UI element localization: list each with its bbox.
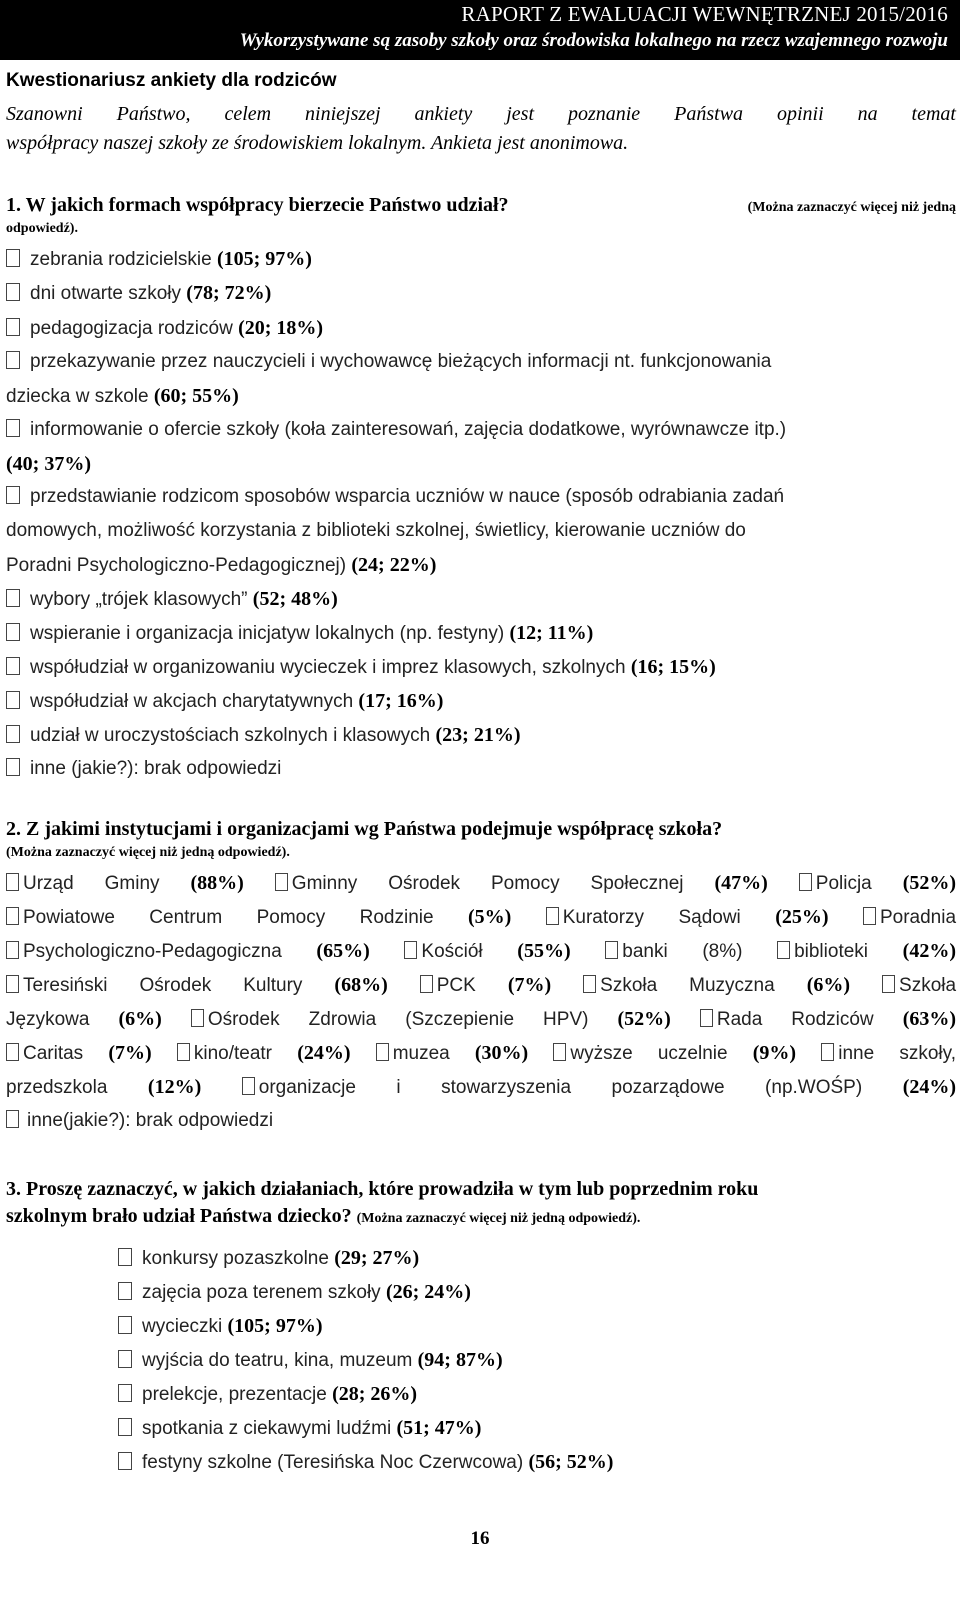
option-stat: (94; 87%) <box>417 1349 503 1371</box>
option-label: Teresiński Ośrodek Kultury <box>23 975 303 996</box>
checkbox-icon[interactable] <box>777 941 790 959</box>
option-stat: (25%) <box>775 906 829 928</box>
checkbox-icon[interactable] <box>821 1043 834 1061</box>
option-label: Ośrodek Zdrowia (Szczepienie HPV) <box>207 1009 589 1030</box>
question-3 <box>6 1176 956 1232</box>
option-stat: (63%) <box>902 1008 957 1030</box>
option-stat: (9%) <box>752 1042 797 1064</box>
checkbox-icon[interactable] <box>6 318 20 336</box>
option-label: inne(jakie?): brak odpowiedzi <box>27 1110 274 1131</box>
option-stat: (88%) <box>190 872 244 894</box>
checkbox-icon[interactable] <box>583 975 596 993</box>
option-stat: (7%) <box>507 974 552 996</box>
q2-option[interactable] <box>553 1043 796 1064</box>
q2-option[interactable] <box>882 975 956 996</box>
option-label: Urząd Gminy <box>23 873 160 894</box>
checkbox-icon[interactable] <box>118 1418 132 1436</box>
q2-option[interactable] <box>799 873 956 894</box>
q2-option[interactable] <box>6 873 244 894</box>
checkbox-icon[interactable] <box>177 1043 190 1061</box>
q2-option[interactable] <box>6 1043 152 1064</box>
q1-option[interactable] <box>6 684 956 719</box>
question-3-text-cont: szkolnym brało udział Państwa dziecko? <box>6 1205 352 1227</box>
checkbox-icon[interactable] <box>863 907 876 925</box>
option-stat: (26; 24%) <box>385 1281 471 1303</box>
q2-option[interactable] <box>863 907 956 928</box>
q3-option[interactable] <box>118 1343 918 1378</box>
option-label-cont: dziecka w szkole <box>6 386 149 407</box>
q3-option[interactable] <box>118 1377 918 1412</box>
option-stat: (29; 27%) <box>334 1247 420 1269</box>
option-label: Kuratorzy Sądowi <box>562 907 741 928</box>
checkbox-icon[interactable] <box>118 1282 132 1300</box>
checkbox-icon[interactable] <box>118 1384 132 1402</box>
checkbox-icon[interactable] <box>118 1248 132 1266</box>
option-stat: (6%) <box>118 1008 162 1030</box>
checkbox-icon[interactable] <box>553 1043 566 1061</box>
q1-option[interactable] <box>6 616 956 651</box>
q1-option[interactable] <box>6 345 956 414</box>
survey-intro <box>6 100 956 158</box>
checkbox-icon[interactable] <box>6 283 20 301</box>
q2-line <box>6 934 956 968</box>
option-label: dni otwarte szkoły <box>30 283 182 304</box>
q1-option[interactable] <box>6 582 956 617</box>
question-3-note: (Można zaznaczyć więcej niż jedną odpowiedź). <box>356 1211 641 1226</box>
option-stat: (6%) <box>806 974 851 996</box>
checkbox-icon[interactable] <box>6 657 20 675</box>
question-2-text: 2. Z jakimi instytucjami i organizacjami wg Państwa podejmuje współpracę szkoła? <box>6 818 723 840</box>
option-stat: (17; 16%) <box>358 690 444 712</box>
option-stat: (24; 22%) <box>351 554 437 576</box>
checkbox-icon[interactable] <box>6 351 20 369</box>
option-label: Gminny Ośrodek Pomocy Społecznej <box>291 873 684 894</box>
checkbox-icon[interactable] <box>118 1316 132 1334</box>
option-stat: (8%) <box>702 941 743 962</box>
checkbox-icon[interactable] <box>6 1043 19 1061</box>
q2-option[interactable] <box>6 975 388 996</box>
option-label: Psychologiczno-Pedagogiczna <box>23 941 282 962</box>
question-2-note: (Można zaznaczyć więcej niż jedną odpowiedź). <box>6 845 290 860</box>
checkbox-icon[interactable] <box>546 907 559 925</box>
option-label: informowanie o ofercie szkoły (koła zainteresowań, zajęcia dodatkowe, wyrównawcze itp.) <box>30 419 787 440</box>
report-title: RAPORT Z EWALUACJI WEWNĘTRZNEJ 2015/2016 <box>461 2 948 26</box>
checkbox-icon[interactable] <box>6 589 20 607</box>
option-label: wyjścia do teatru, kina, muzeum <box>142 1350 413 1371</box>
option-label: pedagogizacja rodziców <box>30 318 233 339</box>
intro-line: Szanowni Państwo, celem niniejszej ankiety jest poznanie Państwa opinii na temat <box>6 103 956 125</box>
checkbox-icon[interactable] <box>6 758 20 776</box>
checkbox-icon[interactable] <box>882 975 895 993</box>
page-number: 16 <box>470 1528 490 1549</box>
option-label: Szkoła <box>899 975 957 996</box>
question-1-note-cont: odpowiedź). <box>6 221 78 236</box>
checkbox-icon[interactable] <box>118 1350 132 1368</box>
option-stat: (12; 11%) <box>509 622 594 644</box>
checkbox-icon[interactable] <box>6 249 20 267</box>
option-stat: (55%) <box>517 940 571 962</box>
option-stat: (5%) <box>467 906 512 928</box>
option-label: przedszkola <box>6 1077 108 1098</box>
q1-option[interactable] <box>6 276 956 311</box>
option-stat: (42%) <box>902 940 956 962</box>
q3-option[interactable] <box>118 1411 918 1446</box>
checkbox-icon[interactable] <box>6 486 20 504</box>
option-stat: (20; 18%) <box>238 317 324 339</box>
q2-line <box>6 1104 956 1138</box>
option-label-cont: Poradni Psychologiczno-Pedagogicznej) <box>6 555 347 576</box>
q2-option[interactable] <box>605 941 742 962</box>
option-label: inne (jakie?): brak odpowiedzi <box>30 758 282 779</box>
q1-option[interactable] <box>6 480 956 583</box>
option-label: udział w uroczystościach szkolnych i klasowych <box>30 725 431 746</box>
option-label: Szkoła Muzyczna <box>600 975 775 996</box>
option-stat: (16; 15%) <box>630 656 716 678</box>
option-stat: (52; 48%) <box>252 588 338 610</box>
q2-option[interactable] <box>404 941 570 962</box>
q2-option[interactable] <box>6 907 511 928</box>
q2-option[interactable] <box>583 975 850 996</box>
option-label: Powiatowe Centrum Pomocy Rodzinie <box>23 907 434 928</box>
option-label: współudział w akcjach charytatywnych <box>30 691 354 712</box>
q2-line <box>6 968 956 1002</box>
option-stat: (40; 37%) <box>6 453 91 475</box>
q2-option[interactable] <box>6 1077 201 1098</box>
option-label: spotkania z ciekawymi ludźmi <box>142 1418 392 1439</box>
checkbox-icon[interactable] <box>6 975 19 993</box>
checkbox-icon[interactable] <box>376 1043 389 1061</box>
q1-option[interactable] <box>6 242 956 277</box>
q2-option[interactable] <box>275 873 768 894</box>
question-3-text: 3. Proszę zaznaczyć, w jakich działaniach, które prowadziła w tym lub poprzednim roku <box>6 1178 759 1200</box>
option-label: Rada Rodziców <box>716 1009 874 1030</box>
option-stat: (78; 72%) <box>186 282 272 304</box>
option-stat: (105; 97%) <box>216 248 312 270</box>
option-stat: (23; 21%) <box>435 724 521 746</box>
checkbox-icon[interactable] <box>242 1077 255 1095</box>
option-stat: (28; 26%) <box>332 1383 418 1405</box>
checkbox-icon[interactable] <box>275 873 288 891</box>
option-label-cont: domowych, możliwość korzystania z biblioteki szkolnej, świetlicy, kierowanie uczniów do <box>6 520 746 541</box>
q1-option[interactable] <box>6 650 956 685</box>
q2-option[interactable] <box>242 1077 956 1098</box>
intro-line: współpracy naszej szkoły ze środowiskiem lokalnym. Ankieta jest anonimowa. <box>6 132 629 154</box>
option-stat: (56; 52%) <box>528 1451 614 1473</box>
checkbox-icon[interactable] <box>6 1110 19 1128</box>
q1-option[interactable] <box>6 752 956 786</box>
checkbox-icon[interactable] <box>118 1452 132 1470</box>
q2-option[interactable] <box>177 1043 351 1064</box>
option-stat: (68%) <box>334 974 388 996</box>
option-stat: (51; 47%) <box>396 1417 482 1439</box>
option-label: organizacje i stowarzyszenia pozarządowe (np.WOŚP) <box>258 1077 863 1098</box>
option-label: konkursy pozaszkolne <box>142 1248 329 1269</box>
option-label: muzea <box>392 1043 450 1064</box>
option-label: biblioteki <box>794 941 869 962</box>
option-label: przedstawianie rodzicom sposobów wsparcia uczniów w nauce (sposób odrabiania zadań <box>30 486 785 507</box>
checkbox-icon[interactable] <box>6 725 20 743</box>
q2-option[interactable] <box>420 975 551 996</box>
option-label: Poradnia <box>879 907 957 928</box>
question-1-text: 1. W jakich formach współpracy bierzecie Państwo udział? <box>6 194 509 216</box>
checkbox-icon[interactable] <box>6 907 19 925</box>
checkbox-icon[interactable] <box>420 975 433 993</box>
question-1 <box>6 192 956 239</box>
q2-option[interactable] <box>6 1009 162 1030</box>
q1-option[interactable] <box>6 413 956 482</box>
option-stat: (47%) <box>714 872 768 894</box>
q1-option[interactable] <box>6 311 956 346</box>
q2-line <box>6 900 956 934</box>
q2-option[interactable] <box>376 1043 529 1064</box>
q2-line <box>6 1070 956 1104</box>
q3-option[interactable] <box>118 1241 918 1276</box>
checkbox-icon[interactable] <box>799 873 812 891</box>
checkbox-icon[interactable] <box>6 419 20 437</box>
q2-option[interactable] <box>6 1110 273 1131</box>
option-label: banki <box>622 941 668 962</box>
option-label: Caritas <box>23 1043 84 1064</box>
checkbox-icon[interactable] <box>605 941 618 959</box>
option-label: festyny szkolne (Teresińska Noc Czerwcowa) <box>142 1452 524 1473</box>
q2-line <box>6 1002 956 1036</box>
option-label: Kościół <box>421 941 483 962</box>
q2-line <box>6 866 956 900</box>
q2-option[interactable] <box>191 1009 671 1030</box>
option-stat: (52%) <box>617 1008 671 1030</box>
report-subtitle: Wykorzystywane są zasoby szkoły oraz środowiska lokalnego na rzecz wzajemnego rozwoju <box>239 30 948 51</box>
option-label: współudział w organizowaniu wycieczek i imprez klasowych, szkolnych <box>30 657 626 678</box>
q3-option[interactable] <box>118 1275 918 1310</box>
q2-line <box>6 1036 956 1070</box>
option-label: wyższe uczelnie <box>570 1043 728 1064</box>
q2-options <box>6 866 956 1138</box>
q2-option[interactable] <box>700 1009 956 1030</box>
option-stat: (12%) <box>147 1076 202 1098</box>
option-label: wycieczki <box>142 1316 223 1337</box>
checkbox-icon[interactable] <box>404 941 417 959</box>
option-stat: (52%) <box>902 872 957 894</box>
option-stat: (60; 55%) <box>153 385 239 407</box>
checkbox-icon[interactable] <box>6 623 20 641</box>
checkbox-icon[interactable] <box>191 1009 204 1027</box>
option-label: PCK <box>436 975 476 996</box>
question-2 <box>6 816 956 863</box>
question-1-note: (Można zaznaczyć więcej niż jedną <box>747 200 956 215</box>
option-label: inne szkoły, <box>838 1043 956 1064</box>
q3-option[interactable] <box>118 1445 918 1480</box>
q2-option[interactable] <box>821 1043 956 1064</box>
option-stat: (105; 97%) <box>227 1315 323 1337</box>
page-header <box>0 0 960 60</box>
q2-option[interactable] <box>777 941 956 962</box>
q2-option[interactable] <box>546 907 829 928</box>
option-label: Policja <box>815 873 872 894</box>
option-label: przekazywanie przez nauczycieli i wychowawcę bieżących informacji nt. funkcjonowania <box>30 351 772 372</box>
option-stat: (65%) <box>316 940 370 962</box>
option-label: prelekcje, prezentacje <box>142 1384 327 1405</box>
q3-option[interactable] <box>118 1309 918 1344</box>
option-label: kino/teatr <box>193 1043 273 1064</box>
survey-title: Kwestionariusz ankiety dla rodziców <box>6 70 337 91</box>
checkbox-icon[interactable] <box>700 1009 713 1027</box>
checkbox-icon[interactable] <box>6 691 20 709</box>
q2-option[interactable] <box>6 941 370 962</box>
option-label: wybory „trójek klasowych” <box>30 589 248 610</box>
option-stat: (7%) <box>108 1042 152 1064</box>
option-label: zajęcia poza terenem szkoły <box>142 1282 381 1303</box>
option-label: wspieranie i organizacja inicjatyw lokalnych (np. festyny) <box>30 623 505 644</box>
option-stat: (24%) <box>902 1076 957 1098</box>
q1-option[interactable] <box>6 718 956 753</box>
option-stat: (30%) <box>474 1042 529 1064</box>
checkbox-icon[interactable] <box>6 941 19 959</box>
checkbox-icon[interactable] <box>6 873 19 891</box>
option-label: zebrania rodzicielskie <box>30 249 212 270</box>
option-label: Językowa <box>6 1009 90 1030</box>
option-stat: (24%) <box>297 1042 351 1064</box>
